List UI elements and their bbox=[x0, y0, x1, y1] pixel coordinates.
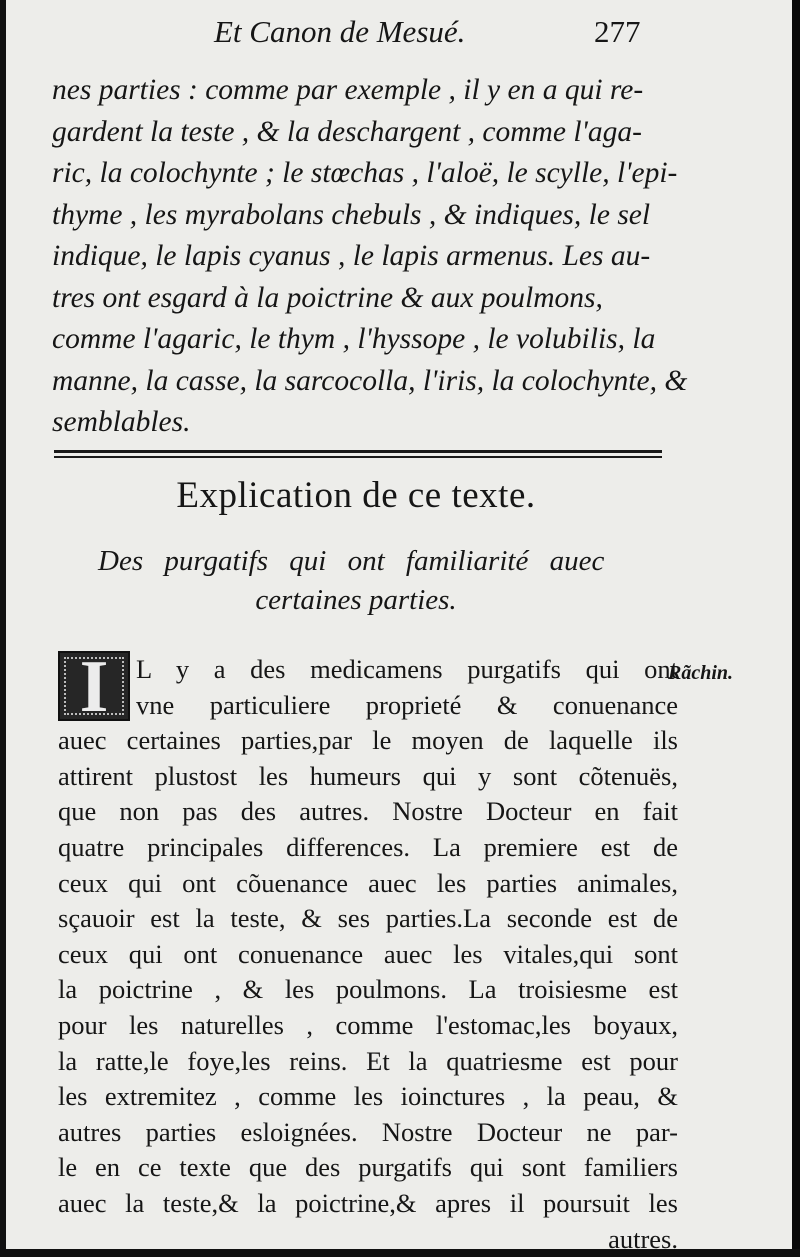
body-line: attirent plustost les humeurs qui y sont cõtenuës, bbox=[58, 759, 678, 795]
body-line: quatre principales differences. La premiere est de bbox=[58, 830, 678, 866]
section-subtitle-line2: certaines parties. bbox=[6, 584, 706, 617]
page-header bbox=[6, 14, 792, 58]
passage-line: tres ont esgard à la poictrine & aux poulmons, bbox=[52, 278, 672, 320]
body-line: les extremitez , comme les ioinctures , la peau, & bbox=[58, 1079, 678, 1115]
running-title: Et Canon de Mesué. bbox=[214, 14, 465, 50]
book-edge-shadow bbox=[792, 0, 800, 1249]
body-paragraph bbox=[58, 652, 678, 1257]
passage-line: indique, le lapis cyanus , le lapis armenus. Les au- bbox=[52, 236, 672, 278]
body-line: vne particuliere proprieté & conuenance bbox=[58, 688, 678, 724]
passage-line: manne, la casse, la sarcocolla, l'iris, la colochynte, & bbox=[52, 361, 672, 403]
margin-note: Rãchin. bbox=[668, 662, 733, 685]
body-line: auec certaines parties,par le moyen de laquelle ils bbox=[58, 723, 678, 759]
body-line: la ratte,le foye,les reins. Et la quatriesme est pour bbox=[58, 1044, 678, 1080]
body-line-catchword: autres. bbox=[58, 1222, 678, 1257]
body-line: la poictrine , & les poulmons. La troisiesme est bbox=[58, 972, 678, 1008]
body-line: que non pas des autres. Nostre Docteur en fait bbox=[58, 794, 678, 830]
top-italic-passage bbox=[52, 70, 672, 444]
body-line: autres parties esloignées. Nostre Docteur ne par- bbox=[58, 1115, 678, 1151]
passage-line: thyme , les myrabolans chebuls , & indiques, le sel bbox=[52, 195, 672, 237]
body-line: auec la teste,& la poictrine,& apres il poursuit les bbox=[58, 1186, 678, 1222]
passage-line: nes parties : comme par exemple , il y en a qui re- bbox=[52, 70, 672, 112]
passage-line: gardent la teste , & la deschargent , comme l'aga- bbox=[52, 112, 672, 154]
passage-line: semblables. bbox=[52, 402, 672, 444]
body-line: sçauoir est la teste, & ses parties.La seconde est de bbox=[58, 901, 678, 937]
section-subtitle-line1: Des purgatifs qui ont familiarité auec bbox=[98, 545, 604, 578]
passage-line: comme l'agaric, le thym , l'hyssope , le volubilis, la bbox=[52, 319, 672, 361]
body-line: L y a des medicamens purgatifs qui ont bbox=[58, 652, 678, 688]
passage-line: ric, la colochynte ; le stœchas , l'aloë, le scylle, l'epi- bbox=[52, 153, 672, 195]
body-line: le en ce texte que des purgatifs qui sont familiers bbox=[58, 1150, 678, 1186]
body-line: ceux qui ont conuenance auec les vitales,qui sont bbox=[58, 937, 678, 973]
page-number: 277 bbox=[594, 14, 641, 50]
drop-cap-letter: I bbox=[60, 647, 128, 727]
body-line: ceux qui ont cõuenance auec les parties animales, bbox=[58, 866, 678, 902]
body-line: pour les naturelles , comme l'estomac,les boyaux, bbox=[58, 1008, 678, 1044]
section-title: Explication de ce texte. bbox=[6, 474, 706, 517]
book-page bbox=[6, 0, 792, 1249]
section-divider-rule bbox=[54, 450, 662, 458]
